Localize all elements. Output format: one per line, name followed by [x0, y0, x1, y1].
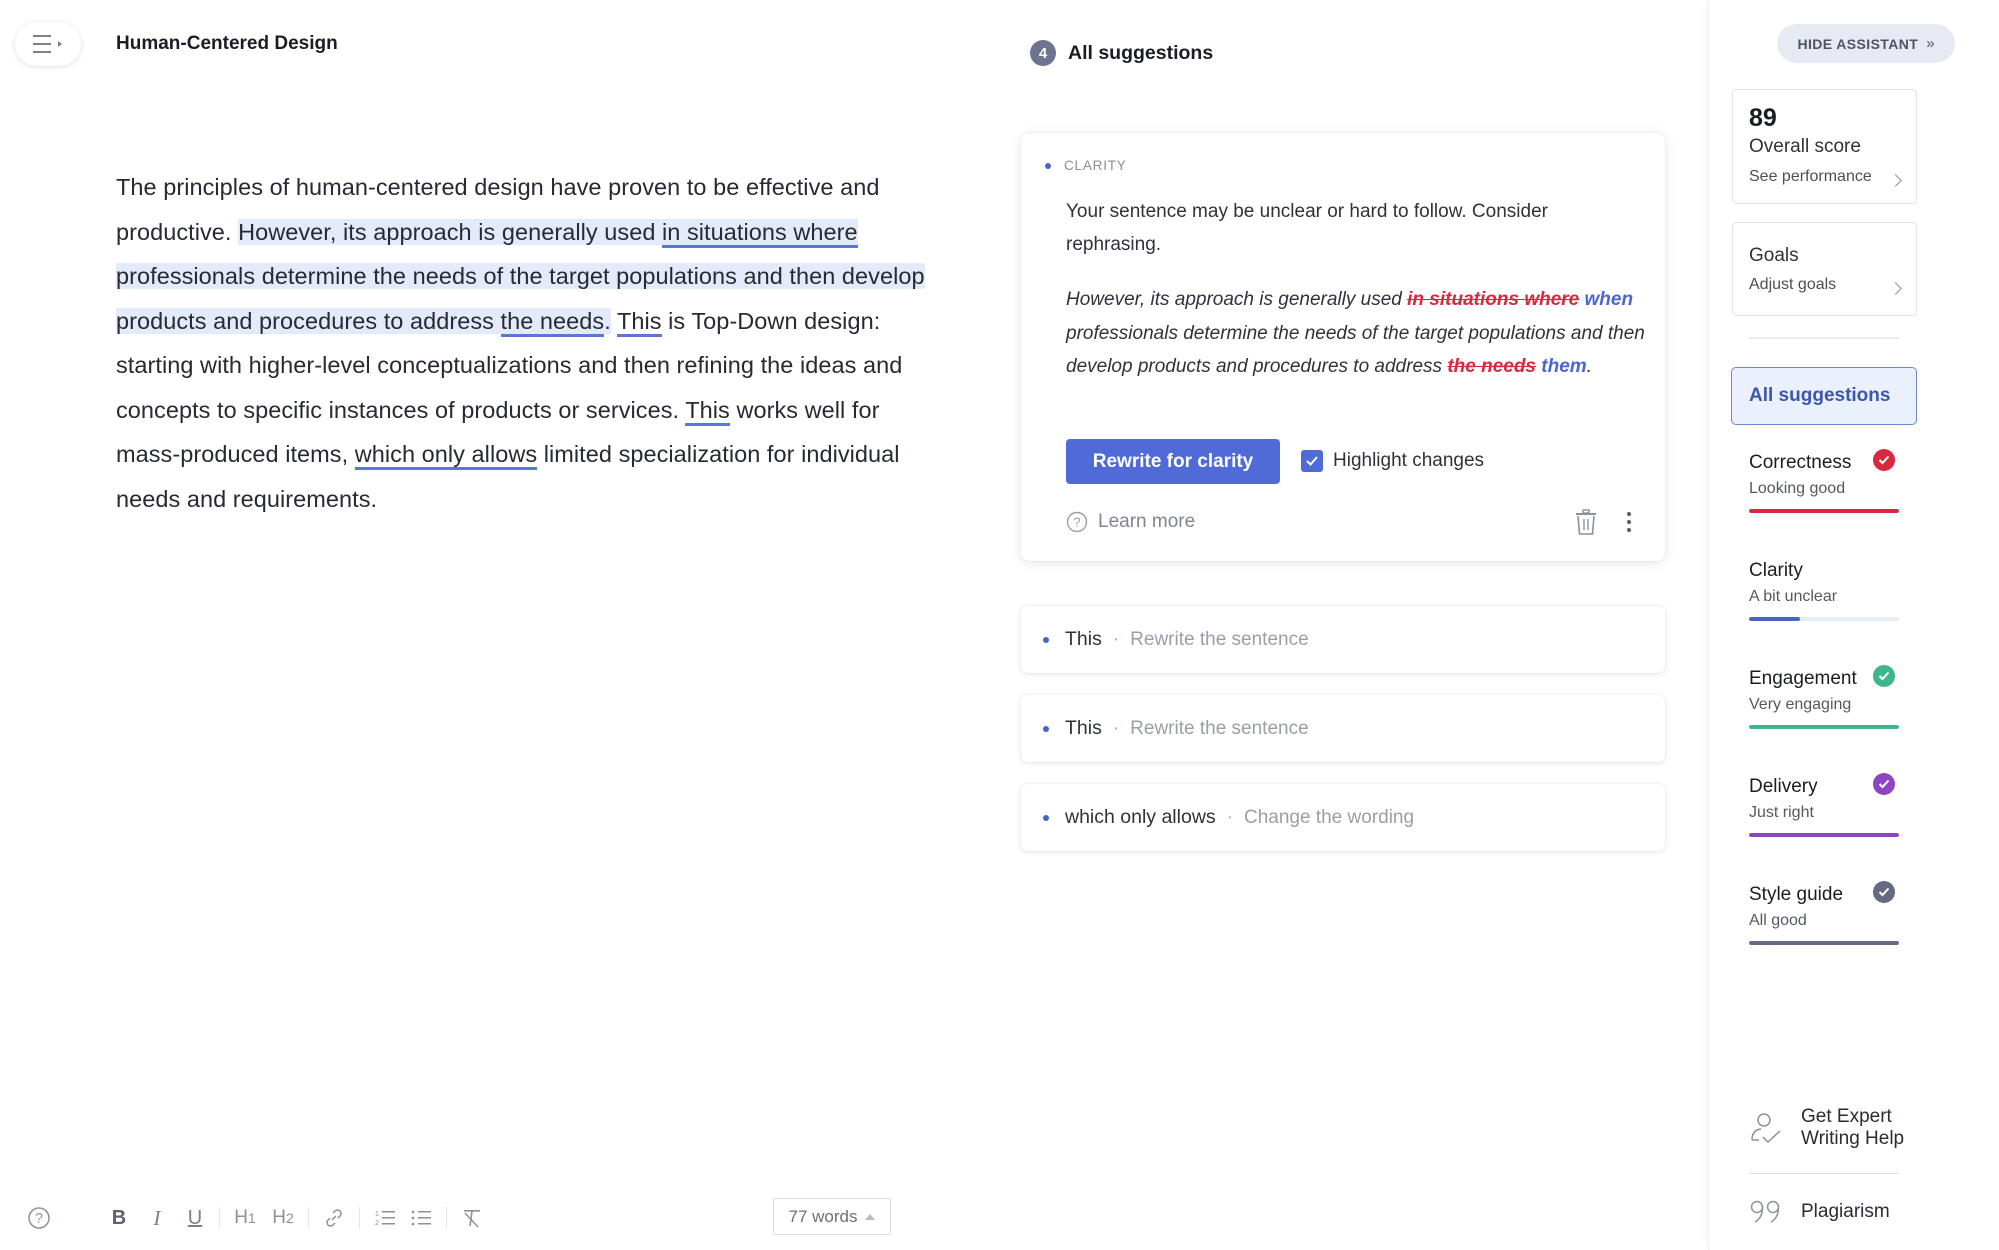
- heading-1-button[interactable]: [231, 1203, 259, 1233]
- expert-person-icon: [1749, 1110, 1783, 1146]
- metric-progress-bar: [1749, 617, 1899, 621]
- active-suggestion-card[interactable]: [1021, 133, 1665, 561]
- flagged-word-this-1[interactable]: This: [617, 308, 662, 337]
- link-button[interactable]: [320, 1203, 348, 1233]
- italic-button[interactable]: [144, 1203, 170, 1233]
- word-count-label: 77 words: [788, 1206, 858, 1226]
- trash-icon: [1574, 508, 1598, 536]
- overall-score-value: 89: [1749, 104, 1777, 132]
- suggestion-card-collapsed[interactable]: [1021, 695, 1665, 762]
- preview-text: professionals determine the needs of the target populations and then develop products and procedures to address: [1066, 322, 1645, 377]
- preview-text: .: [1586, 356, 1592, 377]
- suggestion-category: [1045, 158, 1127, 173]
- category-dot-icon: [1043, 637, 1049, 643]
- heading-1-icon: H1: [234, 1207, 256, 1228]
- goals-card[interactable]: [1732, 222, 1917, 316]
- text-segment: limited specialization for individual needs and requirements.: [116, 441, 900, 512]
- metric-title: Delivery: [1749, 776, 1818, 797]
- help-circle-icon: [1066, 511, 1088, 533]
- highlight-changes-checkbox[interactable]: [1301, 450, 1484, 472]
- get-expert-writing-help-label: [1801, 1106, 1904, 1150]
- more-options-icon[interactable]: [1621, 510, 1637, 534]
- menu-icon: [31, 33, 65, 55]
- learn-more-label: Learn more: [1098, 511, 1196, 532]
- text-segment: professionals determine the needs of the target populations and then develop products and procedures to address: [116, 263, 925, 334]
- toolbar-divider: [446, 1207, 447, 1229]
- adjust-goals-link[interactable]: Adjust goals: [1749, 276, 1837, 293]
- text-segment: works well for mass-produced items,: [116, 396, 880, 467]
- metric-engagement[interactable]: [1749, 668, 1899, 729]
- suggestion-description: Rewrite the sentence: [1130, 628, 1309, 650]
- underline-button[interactable]: [182, 1203, 208, 1233]
- metric-title: Clarity: [1749, 560, 1803, 581]
- hide-assistant-label: HIDE ASSISTANT: [1797, 35, 1919, 52]
- underline-icon: U: [187, 1206, 203, 1229]
- metric-status: A bit unclear: [1749, 588, 1838, 605]
- suggestion-word: This: [1065, 628, 1102, 650]
- checkbox-checked-icon[interactable]: [1301, 450, 1323, 472]
- metric-title: Correctness: [1749, 452, 1852, 473]
- flagged-phrase-in-situations-where[interactable]: in situations where: [662, 219, 858, 248]
- metric-status: All good: [1749, 912, 1807, 929]
- heading-2-icon: H2: [272, 1207, 294, 1228]
- check-circle-icon: [1873, 773, 1895, 795]
- sidebar-divider: [1749, 1173, 1899, 1174]
- bulleted-list-icon: [410, 1208, 432, 1228]
- flagged-phrase-the-needs[interactable]: the needs: [501, 308, 605, 337]
- bulleted-list-button[interactable]: [407, 1203, 435, 1233]
- label-line: Get Expert: [1801, 1106, 1892, 1127]
- metric-progress-bar: [1749, 725, 1899, 729]
- separator: ·: [1112, 628, 1120, 650]
- svg-text:2: 2: [375, 1220, 379, 1227]
- metric-status: Just right: [1749, 804, 1814, 821]
- suggestion-description: Rewrite the sentence: [1130, 717, 1309, 739]
- numbered-list-button[interactable]: [371, 1203, 399, 1233]
- suggestion-card-collapsed[interactable]: [1021, 784, 1665, 851]
- all-suggestions-label: All suggestions: [1749, 385, 1891, 406]
- learn-more-link[interactable]: [1066, 511, 1195, 533]
- word-count-button[interactable]: [773, 1198, 891, 1235]
- overall-score-label: Overall score: [1749, 136, 1861, 157]
- quote-icon: [1749, 1198, 1783, 1226]
- inserted-text: them: [1541, 356, 1587, 377]
- menu-button[interactable]: [15, 22, 81, 66]
- preview-text: However, its approach is generally used: [1066, 289, 1408, 310]
- see-performance-link[interactable]: See performance: [1749, 168, 1872, 185]
- highlight-changes-label: Highlight changes: [1333, 450, 1485, 471]
- text-segment: .: [604, 307, 611, 334]
- check-circle-icon: [1873, 881, 1895, 903]
- bold-icon: B: [111, 1206, 127, 1229]
- document-title[interactable]: Human-Centered Design: [116, 33, 338, 54]
- suggestion-message: Your sentence may be unclear or hard to follow. Consider rephrasing.: [1066, 201, 1548, 255]
- deleted-text: in situations where: [1407, 289, 1580, 310]
- separator: ·: [1226, 806, 1233, 828]
- text-segment: The principles of human-centered design have proven to be effective and productive.: [116, 174, 880, 245]
- double-chevron-right-icon: »: [1926, 35, 1935, 52]
- svg-text:?: ?: [1073, 514, 1081, 530]
- chevron-right-icon: [1889, 282, 1902, 295]
- toolbar-divider: [219, 1207, 220, 1229]
- suggestion-word: This: [1065, 717, 1102, 739]
- category-label: CLARITY: [1064, 158, 1127, 173]
- flagged-phrase-which-only-allows[interactable]: which only allows: [355, 441, 537, 470]
- assistant-sidebar: [1708, 0, 1999, 1250]
- suggestions-header: [1030, 40, 1213, 66]
- deleted-text: the needs: [1447, 356, 1537, 377]
- text-segment: However, its approach is generally used: [238, 218, 663, 245]
- suggestion-preview: [1066, 283, 1646, 384]
- separator: ·: [1112, 717, 1120, 739]
- get-expert-writing-help-button[interactable]: [1749, 1106, 1904, 1150]
- all-suggestions-tab[interactable]: [1731, 367, 1917, 425]
- plagiarism-label: Plagiarism: [1801, 1201, 1890, 1222]
- category-dot-icon: [1045, 163, 1051, 169]
- heading-2-button[interactable]: [269, 1203, 297, 1233]
- metric-clarity[interactable]: [1749, 560, 1899, 621]
- caret-up-icon: [865, 1214, 875, 1220]
- plagiarism-button[interactable]: [1749, 1198, 1890, 1226]
- metric-delivery[interactable]: [1749, 776, 1899, 837]
- document-editor[interactable]: [116, 165, 946, 521]
- clear-formatting-icon: [461, 1207, 483, 1229]
- toolbar-divider: [359, 1207, 360, 1229]
- suggestion-card-collapsed[interactable]: [1021, 606, 1665, 673]
- suggestion-description: Change the wording: [1243, 806, 1415, 828]
- metric-status: Looking good: [1749, 480, 1846, 497]
- svg-text:1: 1: [375, 1211, 379, 1218]
- check-circle-icon: [1873, 449, 1895, 471]
- metric-title: Style guide: [1749, 884, 1844, 905]
- metric-correctness[interactable]: [1749, 452, 1899, 513]
- clear-formatting-button[interactable]: [458, 1203, 486, 1233]
- help-icon: [27, 1206, 51, 1230]
- metric-progress-bar: [1749, 941, 1899, 945]
- metric-title: Engagement: [1749, 668, 1857, 689]
- numbered-list-icon: [374, 1208, 396, 1228]
- bold-button[interactable]: [106, 1203, 132, 1233]
- metric-progress-bar: [1749, 833, 1899, 837]
- suggestion-word: which only allows: [1065, 806, 1216, 828]
- svg-text:?: ?: [35, 1209, 43, 1226]
- link-icon: [323, 1207, 345, 1229]
- label-line: Writing Help: [1801, 1128, 1905, 1149]
- metric-status: Very engaging: [1749, 696, 1852, 713]
- dismiss-button[interactable]: [1574, 508, 1598, 541]
- hide-assistant-button[interactable]: [1777, 24, 1955, 63]
- formatting-toolbar: [24, 1203, 486, 1233]
- flagged-word-this-2[interactable]: This: [685, 397, 730, 426]
- goals-label: Goals: [1749, 245, 1799, 266]
- metric-progress-bar: [1749, 509, 1899, 513]
- suggestion-count-badge: 4: [1030, 40, 1056, 66]
- italic-icon: I: [153, 1205, 161, 1230]
- text-segment: is Top-Down design: starting with higher-level conceptualizations and then refining the ideas and concepts to specific instances of products or services.: [116, 307, 903, 423]
- suggestions-title: All suggestions: [1068, 41, 1214, 64]
- category-dot-icon: [1043, 726, 1049, 732]
- rewrite-for-clarity-button[interactable]: Rewrite for clarity: [1066, 439, 1280, 484]
- inserted-text: when: [1584, 289, 1634, 310]
- help-button[interactable]: [24, 1203, 54, 1233]
- metric-style-guide[interactable]: [1749, 884, 1899, 945]
- check-circle-icon: [1873, 665, 1895, 687]
- category-dot-icon: [1043, 815, 1049, 821]
- chevron-right-icon: [1889, 174, 1902, 187]
- sidebar-divider: [1749, 337, 1899, 339]
- toolbar-divider: [308, 1207, 309, 1229]
- overall-score-card[interactable]: [1732, 89, 1917, 204]
